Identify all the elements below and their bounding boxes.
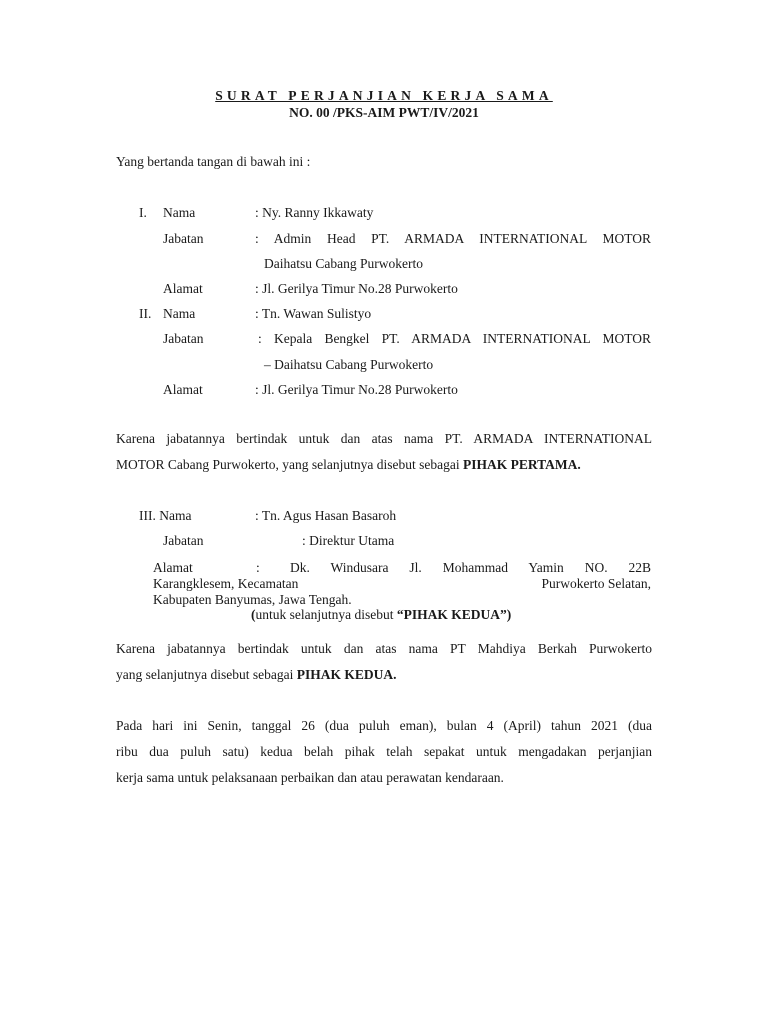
paragraph-pihak-kedua (116, 636, 652, 688)
party-1-name-label: Nama (163, 205, 196, 220)
party-1-number: I. (139, 205, 147, 220)
party-3-address-colon: : (256, 560, 260, 575)
intro-text: Yang bertanda tangan di bawah ini : (116, 154, 311, 169)
document-title: SURAT PERJANJIAN KERJA SAMA (215, 88, 553, 103)
party-2-position-line2: – Daihatsu Cabang Purwokerto (264, 357, 434, 372)
party-1-position-label: Jabatan (163, 231, 204, 246)
paragraph-line: MOTOR Cabang Purwokerto, yang selanjutnya disebut sebagai PIHAK PERTAMA. (116, 457, 581, 472)
paragraph-agreement (116, 713, 652, 791)
party-2-name-label: Nama (163, 306, 196, 321)
party-3-note: (untuk selanjutnya disebut “PIHAK KEDUA”) (251, 607, 512, 622)
party-2-position-label: Jabatan (163, 331, 204, 346)
party-2-position-line1: : Kepala Bengkel PT. ARMADA INTERNATIONAL MOTOR (258, 331, 651, 346)
party-1-position-line2: Daihatsu Cabang Purwokerto (264, 256, 423, 271)
party-2-address-label: Alamat (163, 382, 203, 397)
party-2-name-value: : Tn. Wawan Sulistyo (255, 306, 372, 321)
paragraph-line: Pada hari ini Senin, tanggal 26 (dua puluh eman), bulan 4 (April) tahun 2021 (dua (116, 718, 652, 733)
pihak-pertama-label: PIHAK PERTAMA. (462, 457, 581, 472)
paragraph-pihak-pertama (116, 426, 652, 478)
paragraph-line: ribu dua puluh satu) kedua belah pihak telah sepakat untuk mengadakan perjanjian (116, 744, 652, 759)
party-3-address-line1: Dk. Windusara Jl. Mohammad Yamin NO. 22B (290, 560, 651, 575)
party-3-address-line2b: Purwokerto Selatan, (541, 576, 651, 591)
party-3-position-label: Jabatan (163, 533, 204, 548)
document-number: NO. 00 /PKS-AIM PWT/IV/2021 (289, 105, 479, 120)
paragraph-line: Karena jabatannya bertindak untuk dan atas nama PT Mahdiya Berkah Purwokerto (116, 641, 652, 656)
paragraph-line: yang selanjutnya disebut sebagai PIHAK KEDUA. (116, 667, 397, 682)
party-1-name-value: : Ny. Ranny Ikkawaty (255, 205, 374, 220)
party-3-address-label: Alamat (153, 560, 193, 575)
pihak-kedua-quote: “PIHAK KEDUA”) (396, 607, 512, 622)
party-1-address-label: Alamat (163, 281, 203, 296)
paragraph-line: kerja sama untuk pelaksanaan perbaikan dan atau perawatan kendaraan. (116, 770, 504, 785)
party-3-number-name-label: III. Nama (139, 508, 192, 523)
paragraph-line: Karena jabatannya bertindak untuk dan atas nama PT. ARMADA INTERNATIONAL (116, 431, 652, 446)
party-3-position-value: : Direktur Utama (302, 533, 395, 548)
party-2-address-value: : Jl. Gerilya Timur No.28 Purwokerto (255, 382, 458, 397)
party-3-address-line2a: Karangklesem, Kecamatan (153, 576, 299, 591)
party-3-address-line3: Kabupaten Banyumas, Jawa Tengah. (153, 592, 352, 607)
party-1-position-line1: : Admin Head PT. ARMADA INTERNATIONAL MOTOR (255, 231, 651, 246)
party-2-number: II. (139, 306, 152, 321)
pihak-kedua-label: PIHAK KEDUA. (296, 667, 397, 682)
party-3-name-value: : Tn. Agus Hasan Basaroh (255, 508, 397, 523)
party-1-address-value: : Jl. Gerilya Timur No.28 Purwokerto (255, 281, 458, 296)
